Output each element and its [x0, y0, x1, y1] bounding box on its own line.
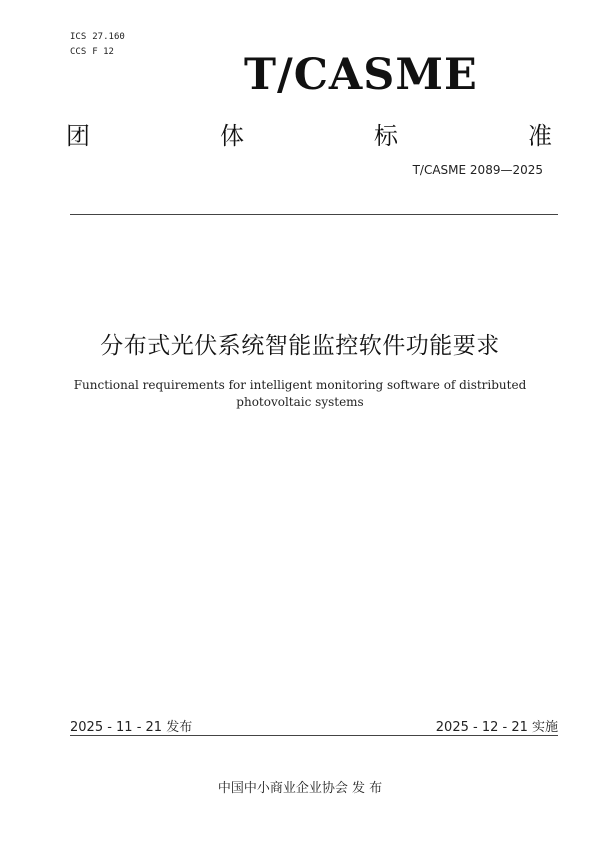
bottom-divider [70, 735, 558, 736]
brand-title: T/CASME [244, 50, 478, 100]
standard-type-char: 标 [374, 122, 398, 150]
ccs-code [70, 45, 125, 60]
top-divider [70, 214, 558, 215]
classification-codes [70, 30, 125, 60]
implement-date: 2025 - 12 - 21 实施 [435, 720, 558, 735]
ccs-label: CCS [70, 47, 87, 57]
ics-code [70, 30, 125, 45]
ics-label: ICS [70, 32, 87, 42]
title-english-line: photovoltaic systems [236, 395, 364, 409]
standard-type-char: 准 [528, 122, 552, 150]
standard-type [66, 116, 552, 151]
publish-date: 2025 - 11 - 21 发布 [70, 720, 193, 735]
publisher: 中国中小商业企业协会 发 布 [217, 781, 383, 796]
title-english [0, 377, 600, 411]
standard-number: T/CASME 2089—2025 [412, 163, 543, 177]
ics-value: 27.160 [92, 32, 125, 42]
standard-type-char: 体 [220, 122, 244, 150]
standard-type-char: 团 [66, 122, 90, 150]
title-english-line: Functional requirements for intelligent monitoring software of distributed [73, 378, 527, 392]
ccs-value: F 12 [92, 47, 114, 57]
title-chinese: 分布式光伏系统智能监控软件功能要求 [100, 333, 500, 359]
